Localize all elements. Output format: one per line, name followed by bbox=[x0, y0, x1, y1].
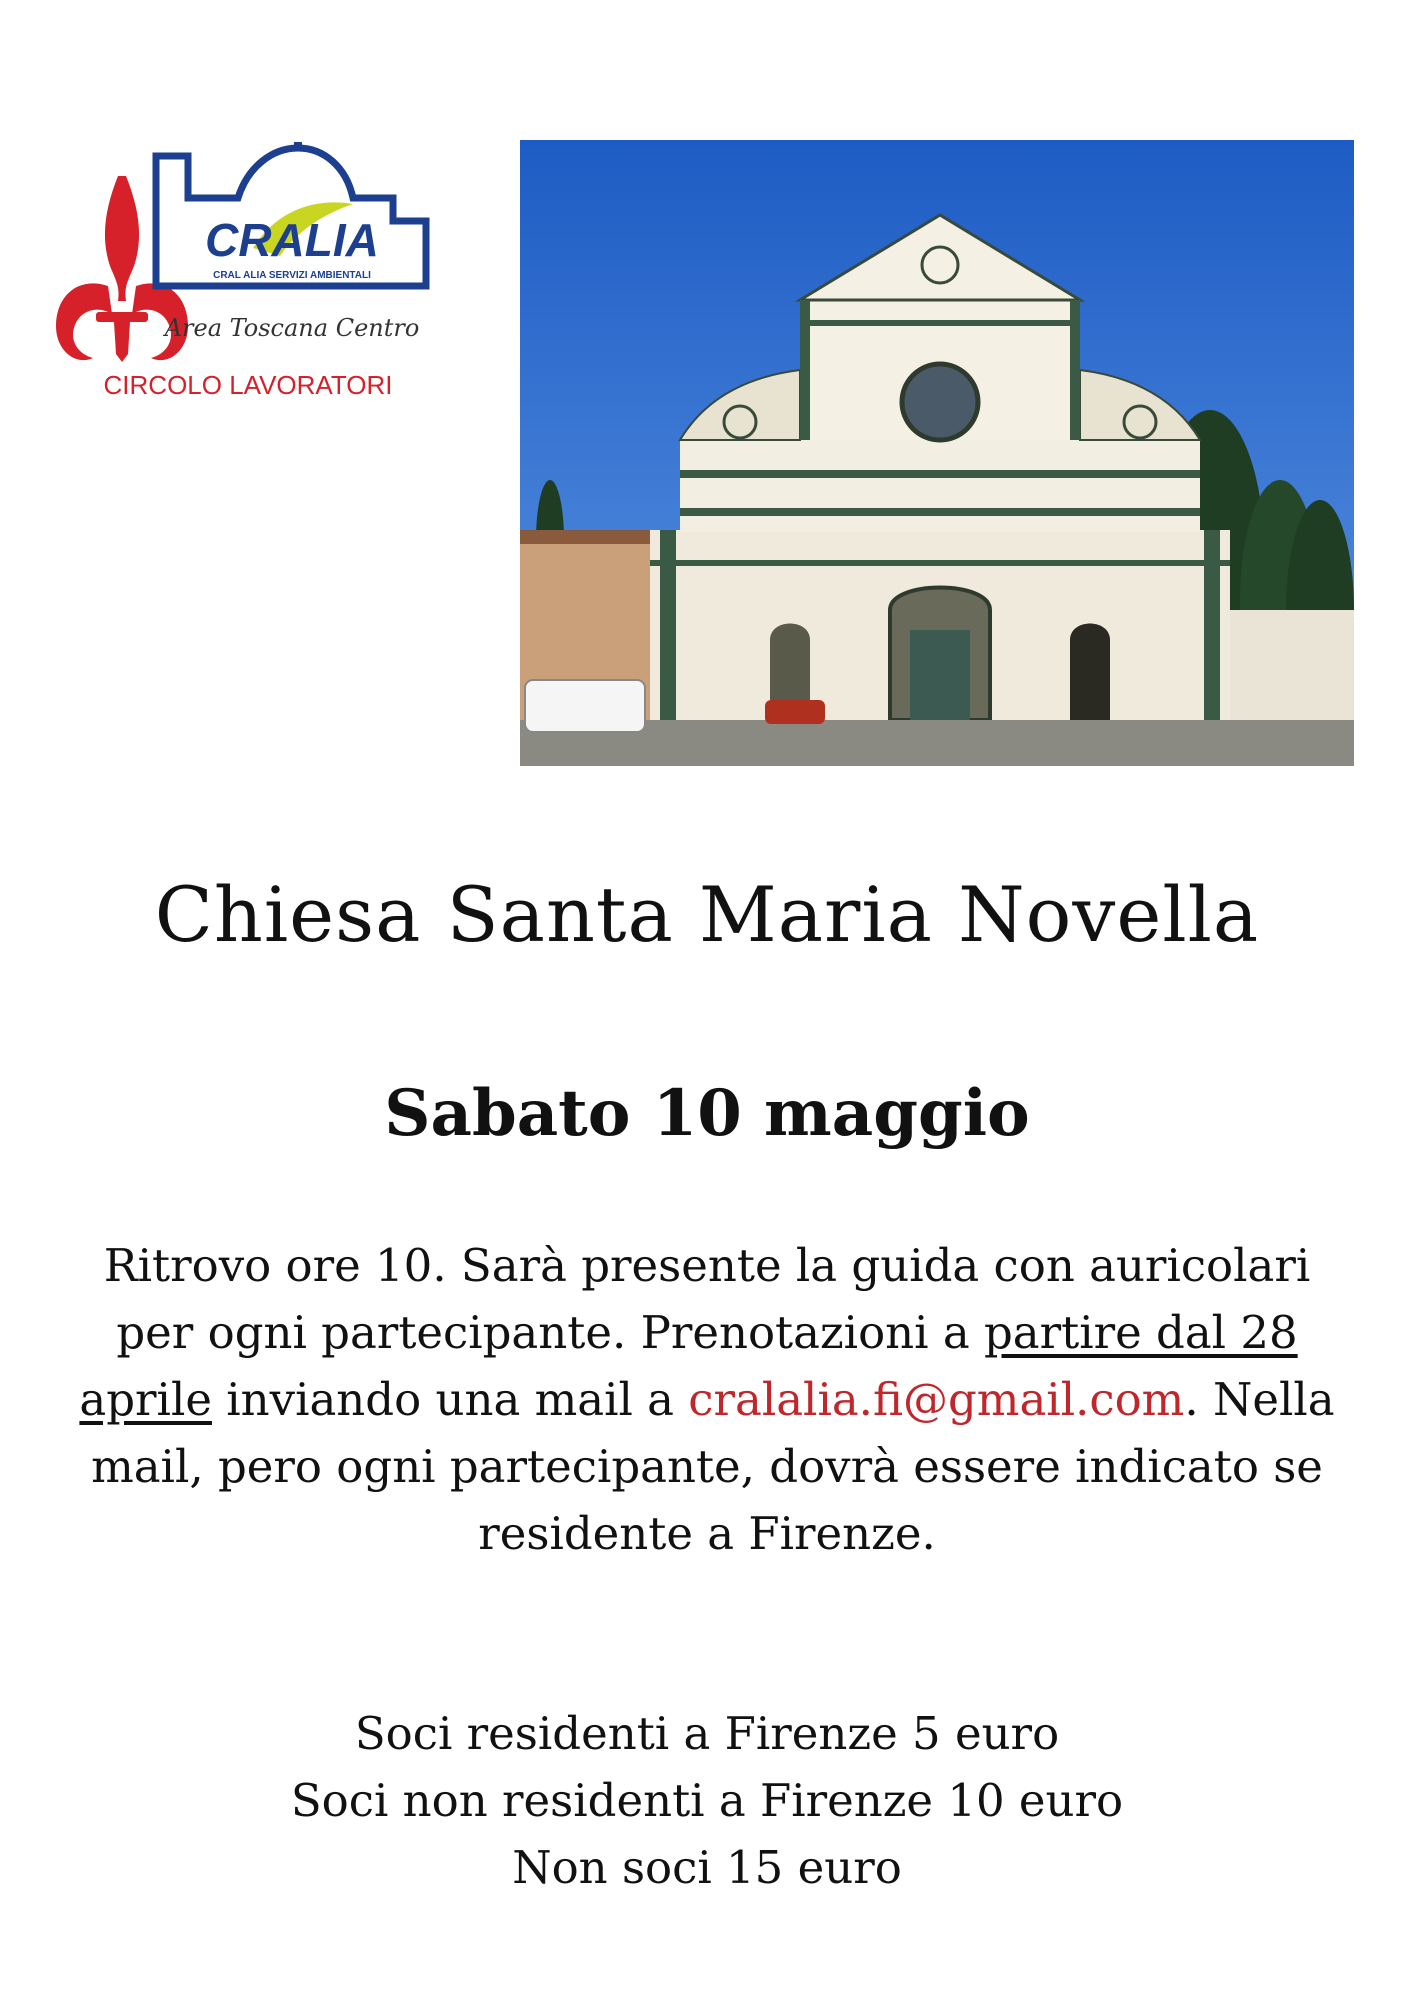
logo-brand-text: CRALIA bbox=[205, 214, 379, 266]
contact-email-link[interactable]: cralalia.fi@gmail.com bbox=[688, 1373, 1185, 1426]
cralia-logo-graphic bbox=[48, 136, 468, 416]
cralia-logo bbox=[48, 136, 468, 416]
logo-area-text: Area Toscana Centro bbox=[164, 314, 420, 342]
details-intro: Ritrovo ore 10. Sarà presente la guida con auricolari per ogni partecipante. Prenotazioni a bbox=[103, 1239, 1311, 1359]
price-residents: Soci residenti a Firenze 5 euro bbox=[354, 1707, 1060, 1760]
details-booking-start: partire dal 28 aprile bbox=[79, 1306, 1298, 1426]
price-non-members: Non soci 15 euro bbox=[512, 1841, 902, 1894]
logo-caption-text: CIRCOLO LAVORATORI bbox=[103, 370, 393, 400]
church-photo bbox=[520, 140, 1354, 766]
price-list bbox=[0, 1700, 1414, 1901]
details-after-highlight: inviando una mail a bbox=[211, 1373, 689, 1426]
event-title: Chiesa Santa Maria Novella bbox=[154, 870, 1260, 959]
event-date: Sabato 10 maggio bbox=[384, 1076, 1030, 1151]
price-non-residents: Soci non residenti a Firenze 10 euro bbox=[290, 1774, 1124, 1827]
details-outro: . Nella mail, pero ogni partecipante, dovrà essere indicato se residente a Firenze. bbox=[91, 1373, 1335, 1560]
event-details bbox=[60, 1232, 1354, 1567]
logo-subtitle-text: CRAL ALIA SERVIZI AMBIENTALI bbox=[213, 270, 371, 281]
santa-maria-novella-facade bbox=[520, 140, 1354, 766]
